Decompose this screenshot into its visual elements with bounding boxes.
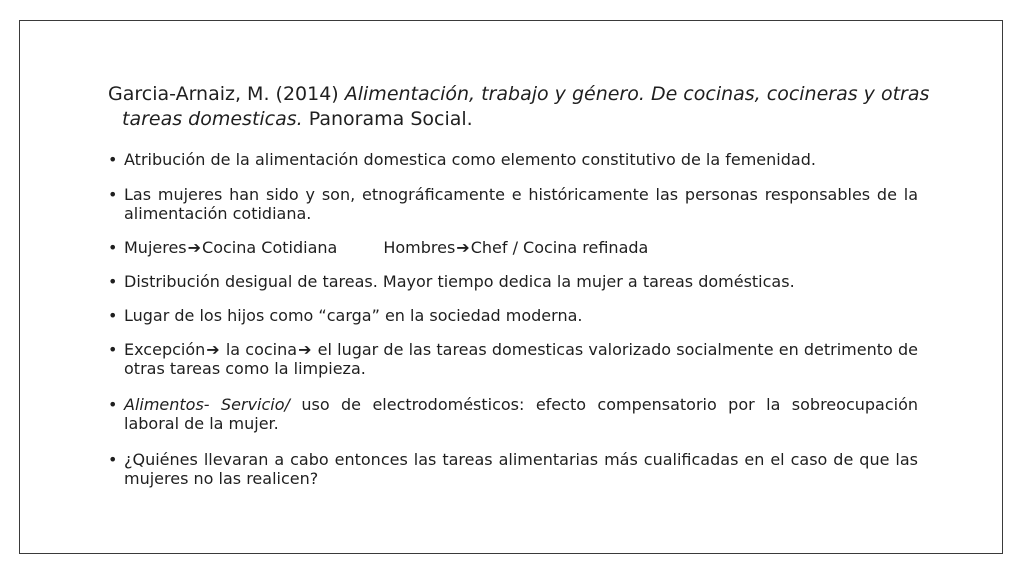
bullet-text: Cocina Cotidiana xyxy=(202,238,338,257)
bullet-text: Excepción xyxy=(124,340,206,359)
bullet-text: la cocina xyxy=(225,340,298,359)
bullet-item xyxy=(108,150,918,169)
arrow-right-icon: ➔ xyxy=(298,340,312,359)
bullet-text: Hombres xyxy=(383,238,456,257)
bullet-item xyxy=(108,185,918,223)
bullet-text: Distribución desigual de tareas. Mayor tiempo dedica la mujer a tareas domésticas. xyxy=(124,272,795,291)
bullet-item xyxy=(108,272,918,291)
bullet-item xyxy=(108,340,918,378)
bullet-item xyxy=(108,450,918,488)
arrow-right-icon: ➔ xyxy=(456,238,470,257)
bullet-list xyxy=(108,150,918,488)
citation-title: Alimentación, trabajo y género. De cocinas, cocineras y otras tareas domesticas. xyxy=(122,83,930,130)
bullet-item xyxy=(108,395,918,433)
bullet-text: ¿Quiénes llevaran a cabo entonces las tareas alimentarias más cualificadas en el caso de que las mujeres no las realicen? xyxy=(124,450,918,488)
bullet-text: Las mujeres han sido y son, etnográficamente e históricamente las personas responsables de la alimentación cotidiana. xyxy=(124,185,918,223)
arrow-right-icon: ➔ xyxy=(187,238,202,257)
arrow-right-icon: ➔ xyxy=(206,340,220,359)
bullet-text-italic: Alimentos- Servicio/ xyxy=(124,395,290,414)
bullet-text: Lugar de los hijos como “carga” en la sociedad moderna. xyxy=(124,306,583,325)
bullet-text: el lugar de las tareas domesticas valorizado socialmente en detrimento de otras tareas como la limpieza. xyxy=(124,340,918,378)
citation xyxy=(108,82,942,132)
bullet-item xyxy=(108,306,918,325)
bullet-text: Atribución de la alimentación domestica como elemento constitutivo de la femenidad. xyxy=(124,150,816,169)
citation-author: Garcia-Arnaiz, M. (2014) xyxy=(108,83,345,105)
bullet-item xyxy=(108,238,918,257)
bullet-text: Mujeres xyxy=(124,238,187,257)
bullet-text: Chef / Cocina refinada xyxy=(470,238,649,257)
bullet-text: uso de electrodomésticos: efecto compensatorio por la sobreocupación laboral de la mujer. xyxy=(124,395,919,433)
citation-publisher: Panorama Social. xyxy=(302,108,473,130)
